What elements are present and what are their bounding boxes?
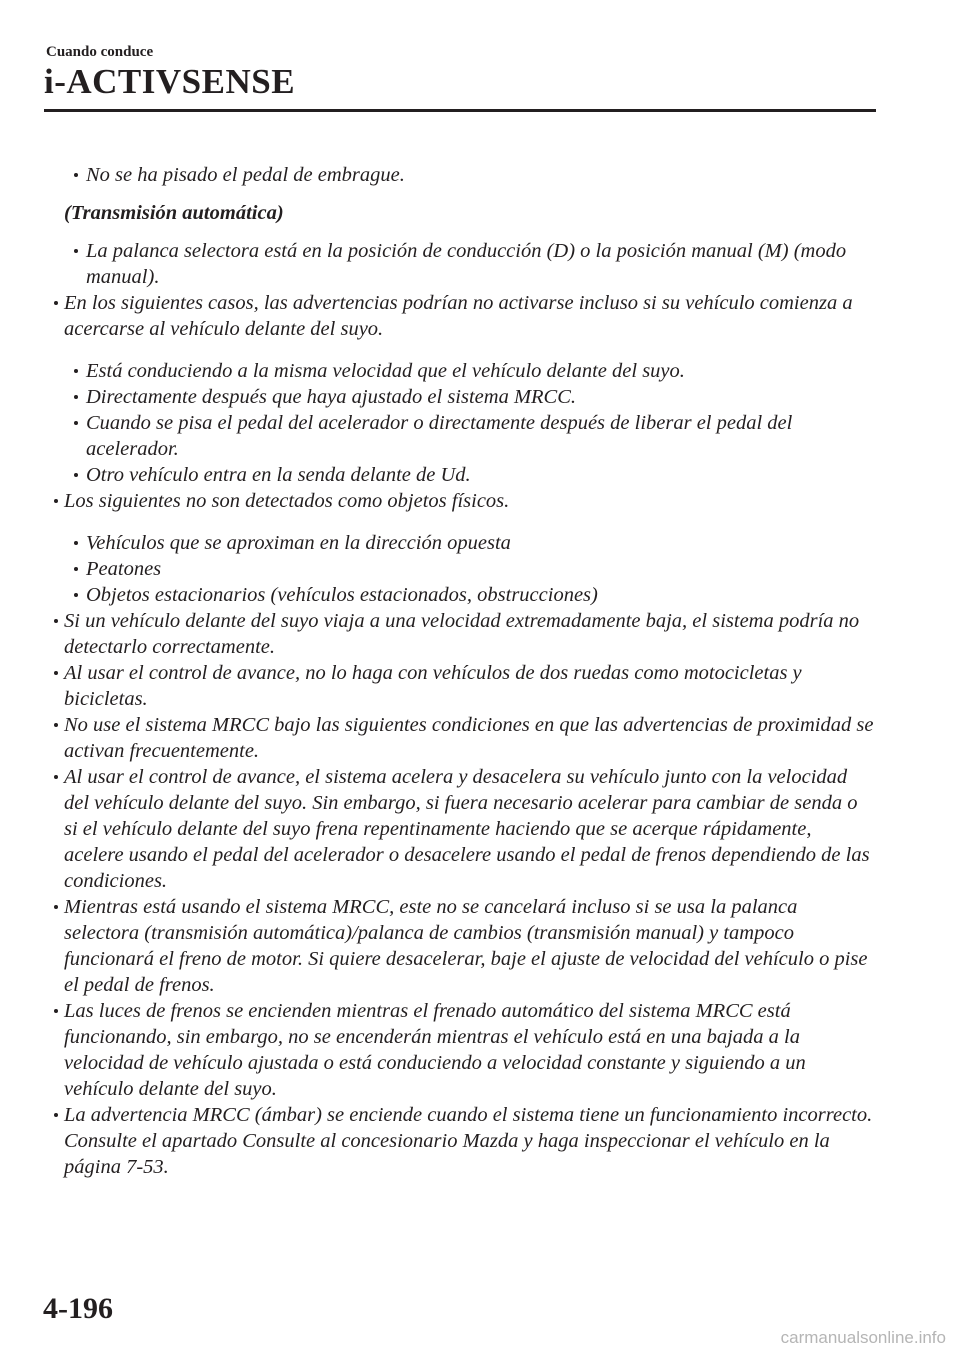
item-text: Otro vehículo entra en la senda delante de Ud.: [86, 464, 471, 486]
cross-reference: Consulte el apartado Consulte al concesionario Mazda y haga inspeccionar el vehículo en la página 7-53.: [64, 1130, 830, 1178]
bullet-icon: [54, 619, 58, 623]
chapter-title: i-ACTIVSENSE: [44, 62, 296, 101]
item-text: No se ha pisado el pedal de embrague.: [86, 164, 405, 186]
bullet-icon: [74, 567, 78, 571]
item-text: Objetos estacionarios (vehículos estacionados, obstrucciones): [86, 584, 598, 606]
bullet-icon: [74, 421, 78, 425]
item-text: No use el sistema MRCC bajo las siguientes condiciones en que las advertencias de proximidad se activan frecuentemente.: [64, 714, 874, 762]
item-text: En los siguientes casos, las advertencias podrían no activarse incluso si su vehículo comienza a acercarse al vehículo delante del suyo.: [64, 292, 853, 340]
list-item: [0, 384, 876, 410]
list-item: [0, 582, 876, 608]
body-content: [0, 162, 960, 1180]
list-item: [0, 238, 876, 290]
item-text: Directamente después que haya ajustado el sistema MRCC.: [86, 386, 577, 408]
bullet-icon: [74, 593, 78, 597]
list-item: [0, 290, 876, 342]
bullet-icon: [54, 905, 58, 909]
list-item: [0, 608, 876, 660]
header-rule: [44, 109, 876, 112]
list-item: [0, 462, 876, 488]
list-item: [0, 488, 876, 514]
item-text: La palanca selectora está en la posición de conducción (D) o la posición manual (M) (modo manual).: [86, 240, 847, 288]
item-text: Al usar el control de avance, el sistema acelera y desacelera su vehículo junto con la velocidad del vehículo delante del suyo. Sin embargo, si fuera necesario acelerar para cambiar de senda o si el vehículo delante del suyo frena repentinamente haciendo que se acerque rápidamente, acelere usando el pedal del acelerador o desacelere usando el pedal de frenos dependiendo de las condiciones.: [64, 766, 870, 892]
item-text: Las luces de frenos se encienden mientras el frenado automático del sistema MRCC está funcionando, sin embargo, no se encenderán mientras el vehículo está en una bajada a la velocidad de vehículo ajustada o está conduciendo a velocidad constante y siguiendo a un vehículo delante del suyo.: [64, 1000, 806, 1100]
bullet-icon: [54, 1009, 58, 1013]
section-label: Cuando conduce: [46, 44, 154, 60]
bullet-icon: [74, 369, 78, 373]
bullet-icon: [74, 395, 78, 399]
page-number: 4-196: [43, 1292, 113, 1325]
bullet-icon: [54, 301, 58, 305]
list-item: [0, 410, 876, 462]
bullet-icon: [74, 173, 78, 177]
item-text: Al usar el control de avance, no lo haga con vehículos de dos ruedas como motocicletas y bicicletas.: [64, 662, 802, 710]
item-text: Cuando se pisa el pedal del acelerador o directamente después de liberar el pedal del acelerador.: [86, 412, 793, 460]
list-item: [0, 1102, 876, 1128]
list-item: [0, 764, 876, 894]
list-item: [0, 162, 876, 188]
item-text: Peatones: [86, 558, 162, 580]
list-item: [0, 998, 876, 1102]
list-item: [0, 556, 876, 582]
list-item: [0, 530, 876, 556]
bullet-icon: [74, 541, 78, 545]
watermark: carmanualsonline.info: [780, 1328, 946, 1347]
list-item: [0, 712, 876, 764]
subheading-automatic: (Transmisión automática): [64, 202, 284, 224]
bullet-icon: [54, 775, 58, 779]
item-text: Mientras está usando el sistema MRCC, este no se cancelará incluso si se usa la palanca selectora (transmisión automática)/palanca de cambios (transmisión manual) y tampoco funcionará el freno de motor. Si quiere desacelerar, baje el ajuste de velocidad del vehículo o pise el pedal de frenos.: [64, 896, 868, 996]
bullet-icon: [54, 671, 58, 675]
item-text: Vehículos que se aproximan en la dirección opuesta: [86, 532, 511, 554]
bullet-icon: [74, 473, 78, 477]
bullet-icon: [54, 499, 58, 503]
item-text: Está conduciendo a la misma velocidad que el vehículo delante del suyo.: [86, 360, 685, 382]
list-item: [0, 894, 876, 998]
item-text: La advertencia MRCC (ámbar) se enciende cuando el sistema tiene un funcionamiento incorrecto.: [64, 1104, 873, 1126]
list-item: [0, 660, 876, 712]
bullet-icon: [54, 1113, 58, 1117]
bullet-icon: [54, 723, 58, 727]
bullet-icon: [74, 249, 78, 253]
item-text: Los siguientes no son detectados como objetos físicos.: [64, 490, 510, 512]
list-item: [0, 358, 876, 384]
item-text: Si un vehículo delante del suyo viaja a una velocidad extremadamente baja, el sistema podría no detectarlo correctamente.: [64, 610, 860, 658]
